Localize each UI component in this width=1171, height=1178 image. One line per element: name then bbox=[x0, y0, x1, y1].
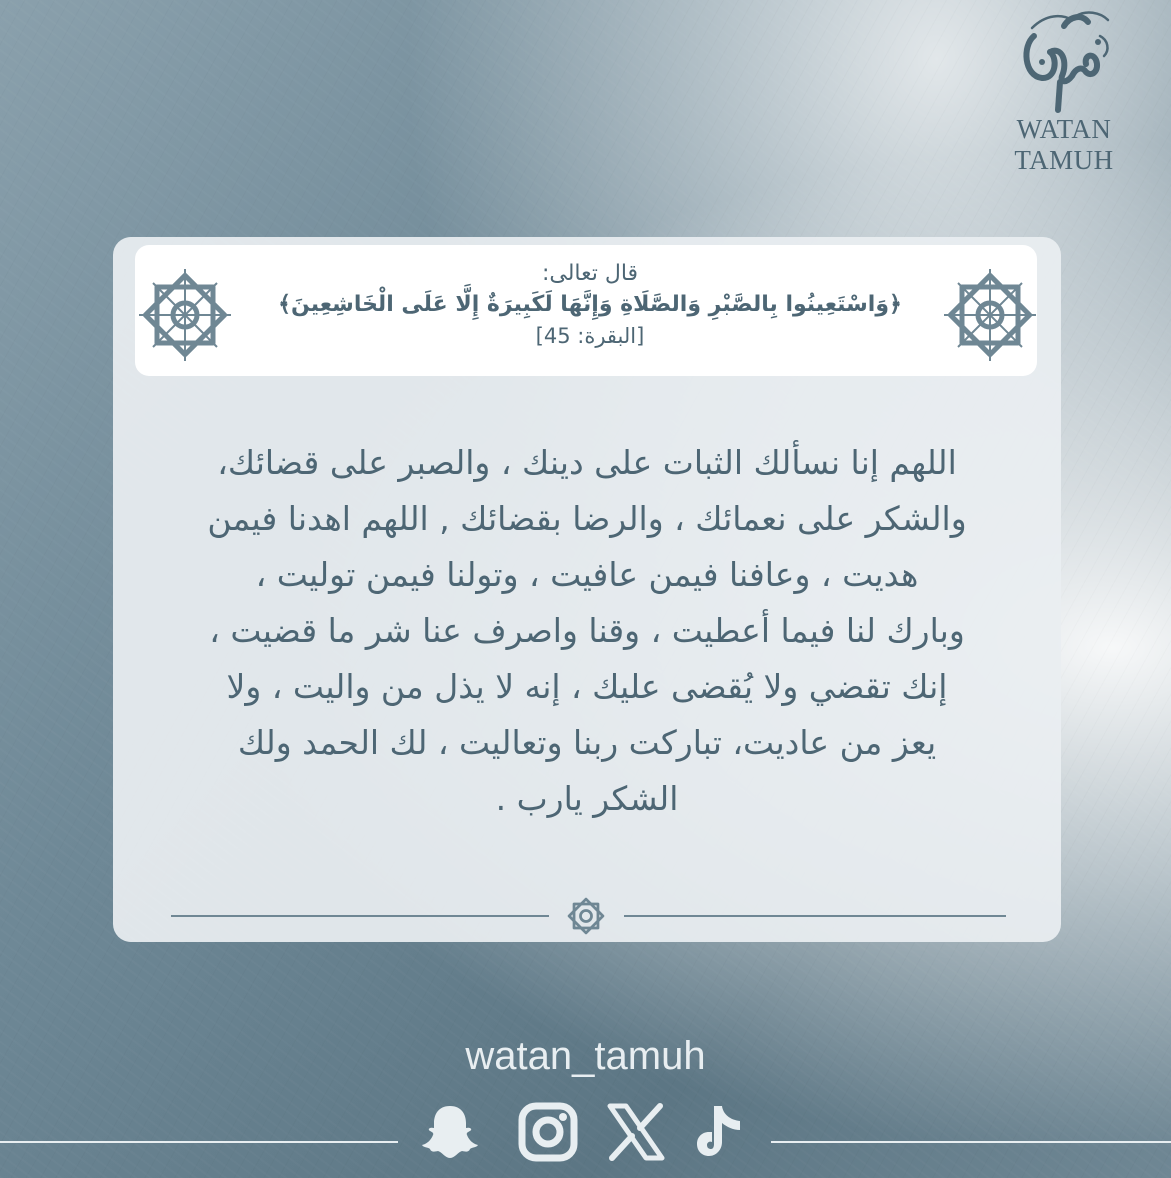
prayer-line: اللهم إنا نسألك الثبات على دينك ، والصبر على قضائك، bbox=[217, 443, 957, 482]
islamic-star-ornament-icon bbox=[135, 265, 235, 365]
logo-wordmark: WATAN TAMUH bbox=[1014, 114, 1114, 175]
islamic-star-ornament-icon bbox=[563, 893, 609, 939]
prayer-line: يعز من عاديت، تباركت ربنا وتعاليت ، لك الحمد ولك bbox=[237, 723, 937, 762]
verse-reference: [البقرة: 45] bbox=[535, 324, 645, 348]
tiktok-icon[interactable] bbox=[688, 1100, 752, 1164]
divider-line bbox=[624, 915, 1006, 917]
calligraphy-logo-icon bbox=[1012, 6, 1116, 116]
instagram-icon[interactable] bbox=[516, 1100, 580, 1164]
prayer-line: الشكر يارب . bbox=[495, 779, 679, 818]
divider-line bbox=[171, 915, 549, 917]
islamic-star-ornament-icon bbox=[940, 265, 1040, 365]
verse-box bbox=[135, 245, 1037, 376]
social-handle[interactable]: watan_tamuh bbox=[465, 1034, 706, 1078]
prayer-card bbox=[113, 237, 1061, 942]
prayer-line: والشكر على نعمائك ، والرضا بقضائك , اللهم اهدنا فيمن bbox=[207, 499, 967, 538]
prayer-text bbox=[153, 435, 1021, 827]
prayer-line: وبارك لنا فيما أعطيت ، وقنا واصرف عنا شر ما قضيت ، bbox=[209, 611, 965, 650]
prayer-line: هديت ، وعافنا فيمن عافيت ، وتولنا فيمن توليت ، bbox=[255, 555, 919, 594]
footer-line bbox=[771, 1141, 1171, 1143]
x-icon[interactable] bbox=[604, 1100, 668, 1164]
brand-logo bbox=[966, 6, 1162, 175]
verse-text: ﴿وَاسْتَعِينُوا بِالصَّبْرِ وَالصَّلَاةِ وَإِنَّهَا لَكَبِيرَةٌ إِلَّا عَلَى الْخَاشِعِينَ﴾ bbox=[278, 292, 902, 317]
verse-intro: قال تعالى: bbox=[541, 261, 639, 286]
prayer-line: إنك تقضي ولا يُقضى عليك ، إنه لا يذل من واليت ، ولا bbox=[226, 667, 948, 706]
snapchat-icon[interactable] bbox=[418, 1100, 482, 1164]
verse-block bbox=[245, 259, 935, 351]
footer-line bbox=[0, 1141, 398, 1143]
